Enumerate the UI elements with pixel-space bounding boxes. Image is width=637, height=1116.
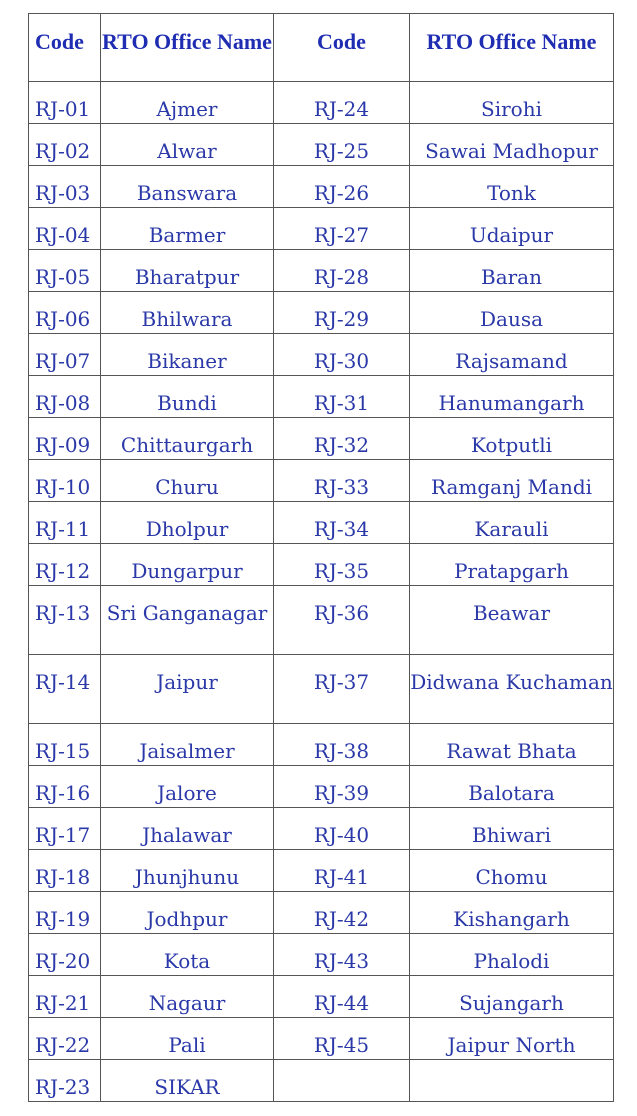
table-row bbox=[29, 460, 614, 502]
rto-code-cell: RJ-37 bbox=[274, 655, 410, 724]
table-row bbox=[29, 655, 614, 724]
rto-code-cell: RJ-32 bbox=[274, 418, 410, 460]
rto-code-cell: RJ-08 bbox=[29, 376, 101, 418]
rto-office-name-cell: Didwana Kuchaman bbox=[410, 655, 614, 724]
rto-office-name-cell: Bhiwari bbox=[410, 808, 614, 850]
table-row bbox=[29, 934, 614, 976]
rto-code-cell: RJ-43 bbox=[274, 934, 410, 976]
header-code-2: Code bbox=[274, 14, 410, 82]
rto-code-cell: RJ-27 bbox=[274, 208, 410, 250]
rto-office-name-cell: Balotara bbox=[410, 766, 614, 808]
header-office-name-1: RTO Office Name bbox=[101, 14, 274, 82]
rto-office-name-cell: Bharatpur bbox=[101, 250, 274, 292]
rto-office-name-cell: Ramganj Mandi bbox=[410, 460, 614, 502]
rto-code-cell: RJ-45 bbox=[274, 1018, 410, 1060]
rto-office-name-cell: Jhalawar bbox=[101, 808, 274, 850]
rto-code-cell: RJ-35 bbox=[274, 544, 410, 586]
table-row bbox=[29, 334, 614, 376]
rto-code-cell: RJ-09 bbox=[29, 418, 101, 460]
rto-code-cell: RJ-10 bbox=[29, 460, 101, 502]
rto-code-cell: RJ-28 bbox=[274, 250, 410, 292]
rto-code-cell: RJ-24 bbox=[274, 82, 410, 124]
rto-office-name-cell: Banswara bbox=[101, 166, 274, 208]
rto-code-cell: RJ-34 bbox=[274, 502, 410, 544]
rto-office-name-cell: Jodhpur bbox=[101, 892, 274, 934]
rto-code-cell: RJ-06 bbox=[29, 292, 101, 334]
rto-office-name-cell: Chomu bbox=[410, 850, 614, 892]
rto-office-name-cell: Phalodi bbox=[410, 934, 614, 976]
rto-code-cell: RJ-40 bbox=[274, 808, 410, 850]
table-row bbox=[29, 1018, 614, 1060]
rto-code-cell: RJ-20 bbox=[29, 934, 101, 976]
table-row bbox=[29, 808, 614, 850]
rto-office-name-cell: Jaipur bbox=[101, 655, 274, 724]
rto-code-cell: RJ-13 bbox=[29, 586, 101, 655]
table-row bbox=[29, 1060, 614, 1102]
table-row bbox=[29, 82, 614, 124]
rto-office-name-cell: Hanumangarh bbox=[410, 376, 614, 418]
table-row bbox=[29, 376, 614, 418]
rto-office-name-cell: Udaipur bbox=[410, 208, 614, 250]
rto-code-cell: RJ-33 bbox=[274, 460, 410, 502]
rto-office-name-cell: Alwar bbox=[101, 124, 274, 166]
rto-code-cell: RJ-17 bbox=[29, 808, 101, 850]
table-row bbox=[29, 544, 614, 586]
rto-office-name-cell: Bikaner bbox=[101, 334, 274, 376]
rto-code-cell: RJ-14 bbox=[29, 655, 101, 724]
rto-office-name-cell: Bundi bbox=[101, 376, 274, 418]
rto-office-name-cell: Churu bbox=[101, 460, 274, 502]
rto-office-name-cell: Tonk bbox=[410, 166, 614, 208]
rto-office-name-cell: Karauli bbox=[410, 502, 614, 544]
rto-office-name-cell: Nagaur bbox=[101, 976, 274, 1018]
rto-office-name-cell: Ajmer bbox=[101, 82, 274, 124]
rto-code-cell: RJ-12 bbox=[29, 544, 101, 586]
table-row bbox=[29, 124, 614, 166]
table-header-row bbox=[29, 14, 614, 82]
rto-code-cell: RJ-29 bbox=[274, 292, 410, 334]
rto-code-cell: RJ-16 bbox=[29, 766, 101, 808]
rto-office-name-cell bbox=[410, 1060, 614, 1102]
rto-office-name-cell: Barmer bbox=[101, 208, 274, 250]
header-office-name-2: RTO Office Name bbox=[410, 14, 614, 82]
table-row bbox=[29, 166, 614, 208]
table-row bbox=[29, 292, 614, 334]
rto-code-cell bbox=[274, 1060, 410, 1102]
rto-code-cell: RJ-38 bbox=[274, 724, 410, 766]
rto-code-cell: RJ-39 bbox=[274, 766, 410, 808]
table-row bbox=[29, 250, 614, 292]
rto-office-name-cell: Dholpur bbox=[101, 502, 274, 544]
rto-code-cell: RJ-02 bbox=[29, 124, 101, 166]
table-row bbox=[29, 502, 614, 544]
table-row bbox=[29, 586, 614, 655]
rto-office-name-cell: SIKAR bbox=[101, 1060, 274, 1102]
rto-code-cell: RJ-22 bbox=[29, 1018, 101, 1060]
rto-code-cell: RJ-07 bbox=[29, 334, 101, 376]
rto-code-cell: RJ-41 bbox=[274, 850, 410, 892]
rto-office-name-cell: Dungarpur bbox=[101, 544, 274, 586]
rto-code-cell: RJ-36 bbox=[274, 586, 410, 655]
rto-code-cell: RJ-21 bbox=[29, 976, 101, 1018]
rto-office-name-cell: Sawai Madhopur bbox=[410, 124, 614, 166]
rto-office-name-cell: Pratapgarh bbox=[410, 544, 614, 586]
rto-office-name-cell: Rawat Bhata bbox=[410, 724, 614, 766]
rto-office-name-cell: Bhilwara bbox=[101, 292, 274, 334]
rto-office-name-cell: Rajsamand bbox=[410, 334, 614, 376]
rto-code-cell: RJ-15 bbox=[29, 724, 101, 766]
table-row bbox=[29, 724, 614, 766]
rto-office-name-cell: Kota bbox=[101, 934, 274, 976]
rto-code-cell: RJ-26 bbox=[274, 166, 410, 208]
table-row bbox=[29, 418, 614, 460]
rto-codes-table bbox=[28, 13, 614, 1102]
rto-code-cell: RJ-25 bbox=[274, 124, 410, 166]
rto-office-name-cell: Jaipur North bbox=[410, 1018, 614, 1060]
rto-office-name-cell: Sujangarh bbox=[410, 976, 614, 1018]
table-row bbox=[29, 892, 614, 934]
rto-office-name-cell: Dausa bbox=[410, 292, 614, 334]
table-row bbox=[29, 976, 614, 1018]
rto-code-cell: RJ-11 bbox=[29, 502, 101, 544]
rto-office-name-cell: Sirohi bbox=[410, 82, 614, 124]
rto-office-name-cell: Kishangarh bbox=[410, 892, 614, 934]
rto-code-cell: RJ-03 bbox=[29, 166, 101, 208]
rto-code-cell: RJ-19 bbox=[29, 892, 101, 934]
table-row bbox=[29, 208, 614, 250]
rto-office-name-cell: Jalore bbox=[101, 766, 274, 808]
rto-office-name-cell: Jhunjhunu bbox=[101, 850, 274, 892]
rto-code-cell: RJ-23 bbox=[29, 1060, 101, 1102]
table-row bbox=[29, 850, 614, 892]
rto-office-name-cell: Baran bbox=[410, 250, 614, 292]
rto-office-name-cell: Jaisalmer bbox=[101, 724, 274, 766]
rto-code-cell: RJ-01 bbox=[29, 82, 101, 124]
rto-office-name-cell: Sri Ganganagar bbox=[101, 586, 274, 655]
header-code-1: Code bbox=[29, 14, 101, 82]
rto-office-name-cell: Kotputli bbox=[410, 418, 614, 460]
rto-code-cell: RJ-30 bbox=[274, 334, 410, 376]
rto-office-name-cell: Pali bbox=[101, 1018, 274, 1060]
rto-office-name-cell: Chittaurgarh bbox=[101, 418, 274, 460]
rto-code-cell: RJ-18 bbox=[29, 850, 101, 892]
rto-code-cell: RJ-42 bbox=[274, 892, 410, 934]
rto-code-cell: RJ-05 bbox=[29, 250, 101, 292]
rto-code-cell: RJ-31 bbox=[274, 376, 410, 418]
table-row bbox=[29, 766, 614, 808]
rto-code-cell: RJ-04 bbox=[29, 208, 101, 250]
rto-code-cell: RJ-44 bbox=[274, 976, 410, 1018]
rto-office-name-cell: Beawar bbox=[410, 586, 614, 655]
